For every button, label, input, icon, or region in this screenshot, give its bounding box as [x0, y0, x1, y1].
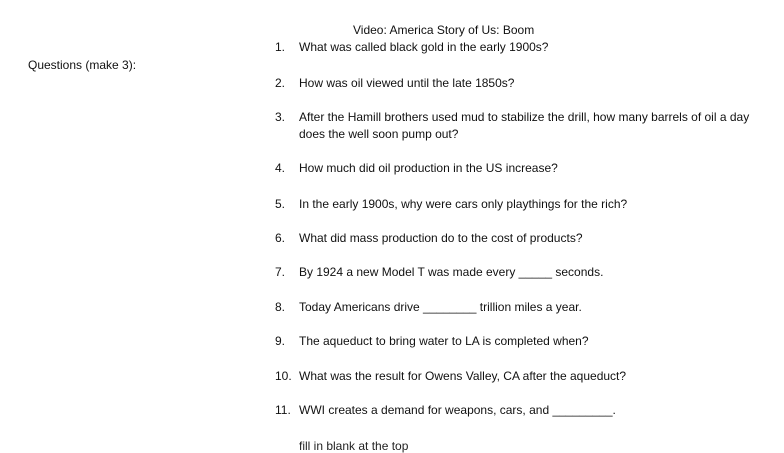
- question-text: In the early 1900s, why were cars only playthings for the rich?: [299, 197, 628, 211]
- question-number: 11.: [275, 403, 291, 417]
- question-text: By 1924 a new Model T was made every _____ seconds.: [299, 265, 604, 279]
- question-item: [275, 160, 750, 177]
- question-number: 3.: [275, 110, 286, 124]
- question-item: [275, 230, 750, 247]
- question-number: 8.: [275, 300, 286, 314]
- question-text: WWI creates a demand for weapons, cars, and _________.: [299, 403, 616, 417]
- question-item: [275, 402, 750, 419]
- page-title: Video: America Story of Us: Boom: [353, 23, 535, 37]
- question-number: 1.: [275, 40, 286, 54]
- question-item: [275, 39, 750, 56]
- question-number: 5.: [275, 197, 286, 211]
- question-item: [275, 109, 750, 143]
- question-item: [275, 333, 750, 350]
- question-text: What was the result for Owens Valley, CA after the aqueduct?: [299, 369, 627, 383]
- question-text: Today Americans drive ________ trillion miles a year.: [299, 300, 582, 314]
- question-text: What did mass production do to the cost of products?: [299, 231, 583, 245]
- partial-text-line: fill in blank at the top: [299, 439, 409, 453]
- question-text: How much did oil production in the US increase?: [299, 161, 558, 175]
- question-number: 4.: [275, 161, 286, 175]
- question-number: 6.: [275, 231, 286, 245]
- question-number: 10.: [275, 369, 292, 383]
- question-item: [275, 75, 750, 92]
- question-text: How was oil viewed until the late 1850s?: [299, 76, 515, 90]
- question-item: [275, 368, 750, 385]
- question-item: [275, 196, 750, 213]
- question-number: 9.: [275, 334, 286, 348]
- side-label: Questions (make 3):: [28, 58, 137, 72]
- question-item: [275, 264, 750, 281]
- question-text: After the Hamill brothers used mud to stabilize the drill, how many barrels of oil a day does the well soon pump out?: [299, 110, 750, 141]
- question-text: What was called black gold in the early 1900s?: [299, 40, 549, 54]
- question-text: The aqueduct to bring water to LA is completed when?: [299, 334, 589, 348]
- question-number: 2.: [275, 76, 286, 90]
- question-number: 7.: [275, 265, 286, 279]
- question-item: [275, 299, 750, 316]
